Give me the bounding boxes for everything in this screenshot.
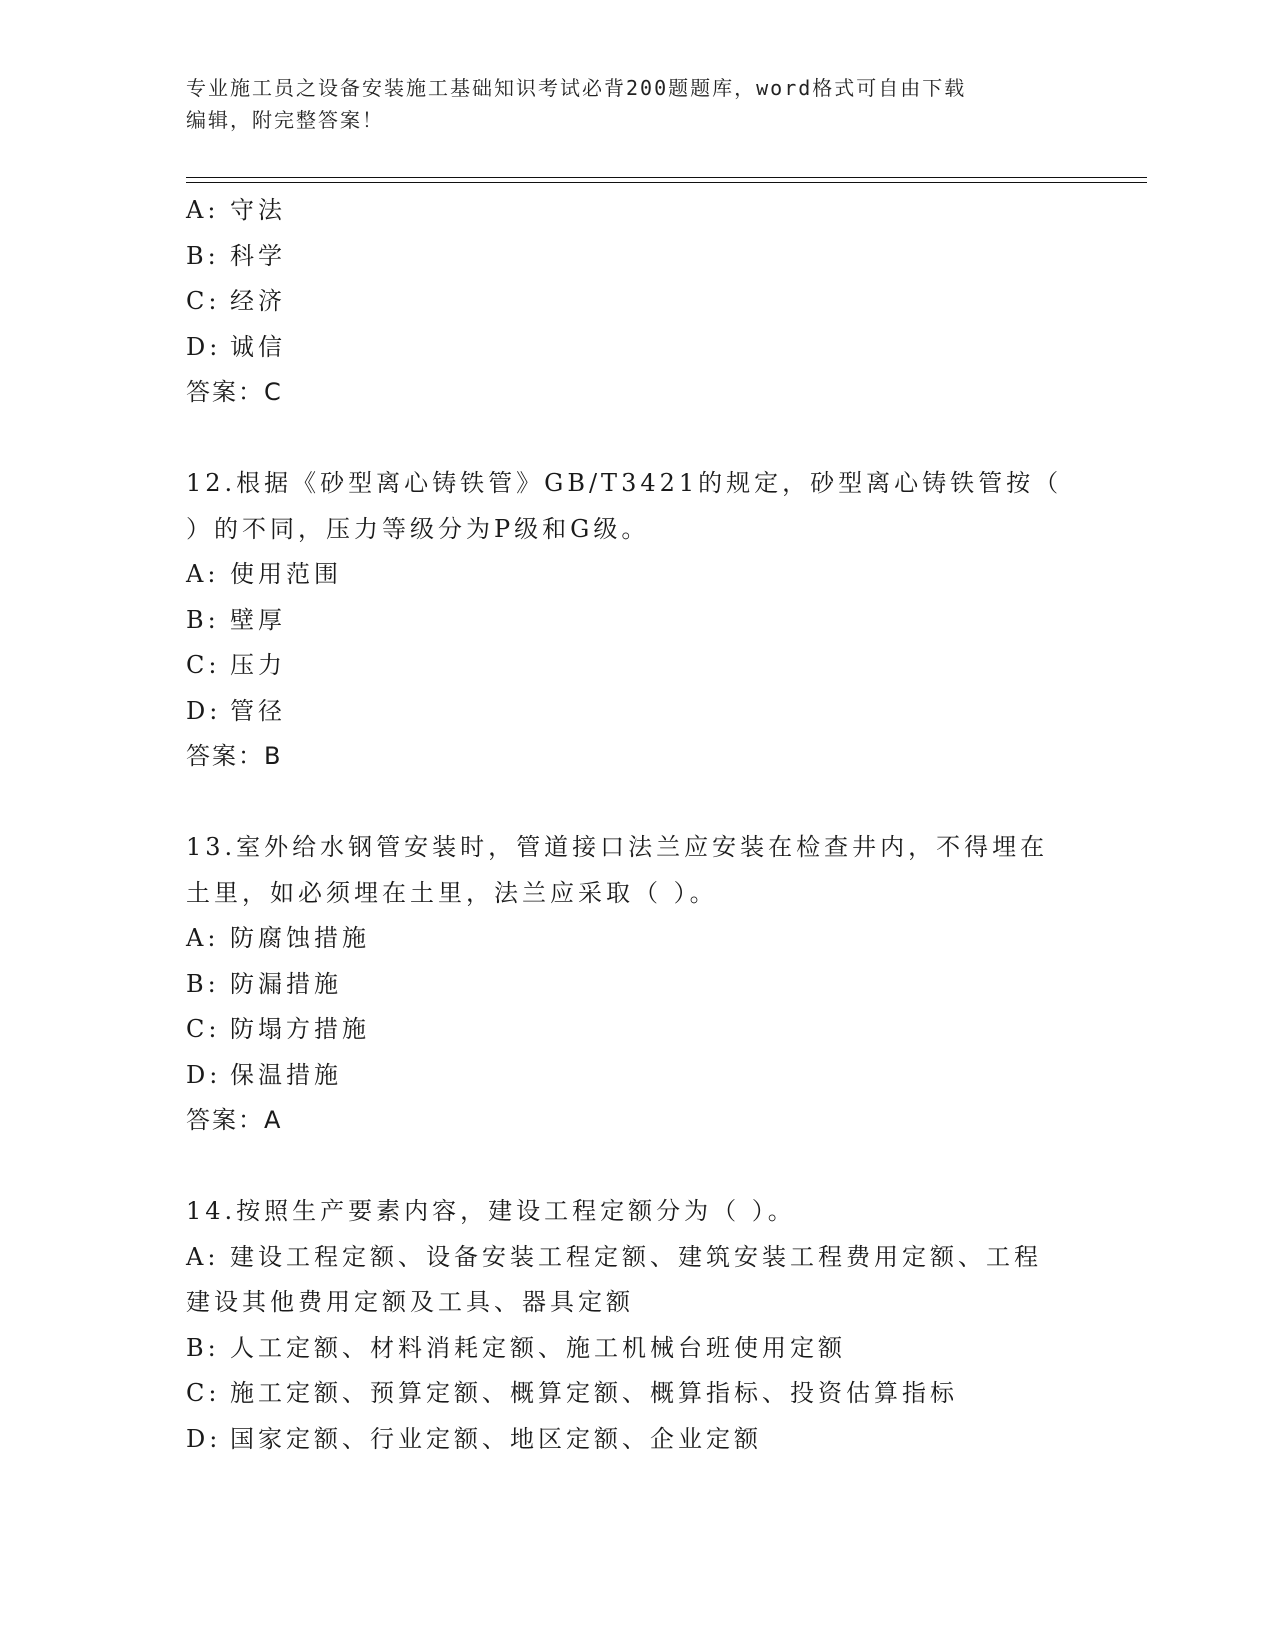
option-label: A: bbox=[186, 560, 220, 588]
option-label: D: bbox=[186, 1424, 222, 1453]
option-b bbox=[186, 1326, 1086, 1372]
option-label: B: bbox=[186, 605, 220, 634]
question-11 bbox=[186, 188, 1086, 416]
option-b bbox=[186, 962, 1086, 1008]
option-text: 诚信 bbox=[230, 332, 286, 361]
option-a bbox=[186, 552, 1086, 598]
question-13 bbox=[186, 825, 1086, 1144]
answer-line: 答案：C bbox=[186, 378, 283, 406]
option-b bbox=[186, 598, 1086, 644]
question-spacer bbox=[186, 780, 1086, 826]
option-label: D: bbox=[186, 332, 222, 361]
question-spacer bbox=[186, 416, 1086, 462]
document-header bbox=[186, 72, 1086, 136]
option-text: 使用范围 bbox=[230, 560, 342, 588]
option-text: 建设工程定额、设备安装工程定额、建筑安装工程费用定额、工程 bbox=[230, 1242, 1042, 1271]
option-label: A: bbox=[186, 196, 220, 224]
option-c bbox=[186, 1007, 1086, 1053]
answer-line: 答案：B bbox=[186, 742, 283, 770]
question-stem-line-1: 14.按照生产要素内容，建设工程定额分为（ ）。 bbox=[186, 1197, 796, 1225]
option-text: 人工定额、材料消耗定额、施工机械台班使用定额 bbox=[230, 1333, 846, 1362]
option-label: B: bbox=[186, 969, 220, 998]
option-text: 壁厚 bbox=[230, 605, 286, 634]
option-label: C: bbox=[186, 1379, 221, 1407]
option-d bbox=[186, 1417, 1086, 1463]
option-text: 保温措施 bbox=[230, 1060, 342, 1089]
option-text: 守法 bbox=[230, 196, 286, 224]
option-a bbox=[186, 916, 1086, 962]
question-stem-line-1: 12.根据《砂型离心铸铁管》GB/T3421的规定，砂型离心铸铁管按（ bbox=[186, 469, 1063, 497]
option-d bbox=[186, 1053, 1086, 1099]
option-text: 经济 bbox=[230, 287, 286, 315]
option-text: 防腐蚀措施 bbox=[230, 924, 370, 952]
option-text: 科学 bbox=[230, 241, 286, 270]
document-body bbox=[186, 188, 1086, 1462]
header-divider-top bbox=[186, 177, 1147, 178]
option-text: 防漏措施 bbox=[230, 969, 342, 998]
option-text: 防塌方措施 bbox=[230, 1015, 370, 1043]
option-text: 施工定额、预算定额、概算定额、概算指标、投资估算指标 bbox=[230, 1379, 958, 1407]
option-label: D: bbox=[186, 1060, 222, 1089]
option-b bbox=[186, 234, 1086, 280]
option-label: C: bbox=[186, 287, 221, 315]
option-label: D: bbox=[186, 696, 222, 725]
option-text: 压力 bbox=[230, 651, 286, 679]
option-c bbox=[186, 643, 1086, 689]
option-c bbox=[186, 279, 1086, 325]
option-label: B: bbox=[186, 241, 220, 270]
header-divider-bottom bbox=[186, 182, 1147, 183]
option-label: B: bbox=[186, 1333, 220, 1362]
option-label: A: bbox=[186, 1242, 220, 1271]
option-label: C: bbox=[186, 1015, 221, 1043]
option-text: 管径 bbox=[230, 696, 286, 725]
option-a-continuation: 建设其他费用定额及工具、器具定额 bbox=[186, 1288, 634, 1316]
header-line-2: 编辑，附完整答案！ bbox=[186, 108, 384, 132]
option-label: C: bbox=[186, 651, 221, 679]
option-d bbox=[186, 325, 1086, 371]
option-a bbox=[186, 1235, 1086, 1281]
question-12 bbox=[186, 461, 1086, 780]
option-a bbox=[186, 188, 1086, 234]
header-line-1: 专业施工员之设备安装施工基础知识考试必背200题题库，word格式可自由下载 bbox=[186, 76, 967, 100]
option-d bbox=[186, 689, 1086, 735]
question-stem-line-2: 土里，如必须埋在土里，法兰应采取（ ）。 bbox=[186, 878, 718, 907]
option-text: 国家定额、行业定额、地区定额、企业定额 bbox=[230, 1424, 762, 1453]
option-label: A: bbox=[186, 924, 220, 952]
question-stem-line-2: ）的不同，压力等级分为P级和G级。 bbox=[186, 514, 650, 543]
question-14 bbox=[186, 1189, 1086, 1462]
question-stem-line-1: 13.室外给水钢管安装时，管道接口法兰应安装在检查井内，不得埋在 bbox=[186, 833, 1049, 861]
option-c bbox=[186, 1371, 1086, 1417]
question-spacer bbox=[186, 1144, 1086, 1190]
answer-line: 答案：A bbox=[186, 1106, 283, 1134]
